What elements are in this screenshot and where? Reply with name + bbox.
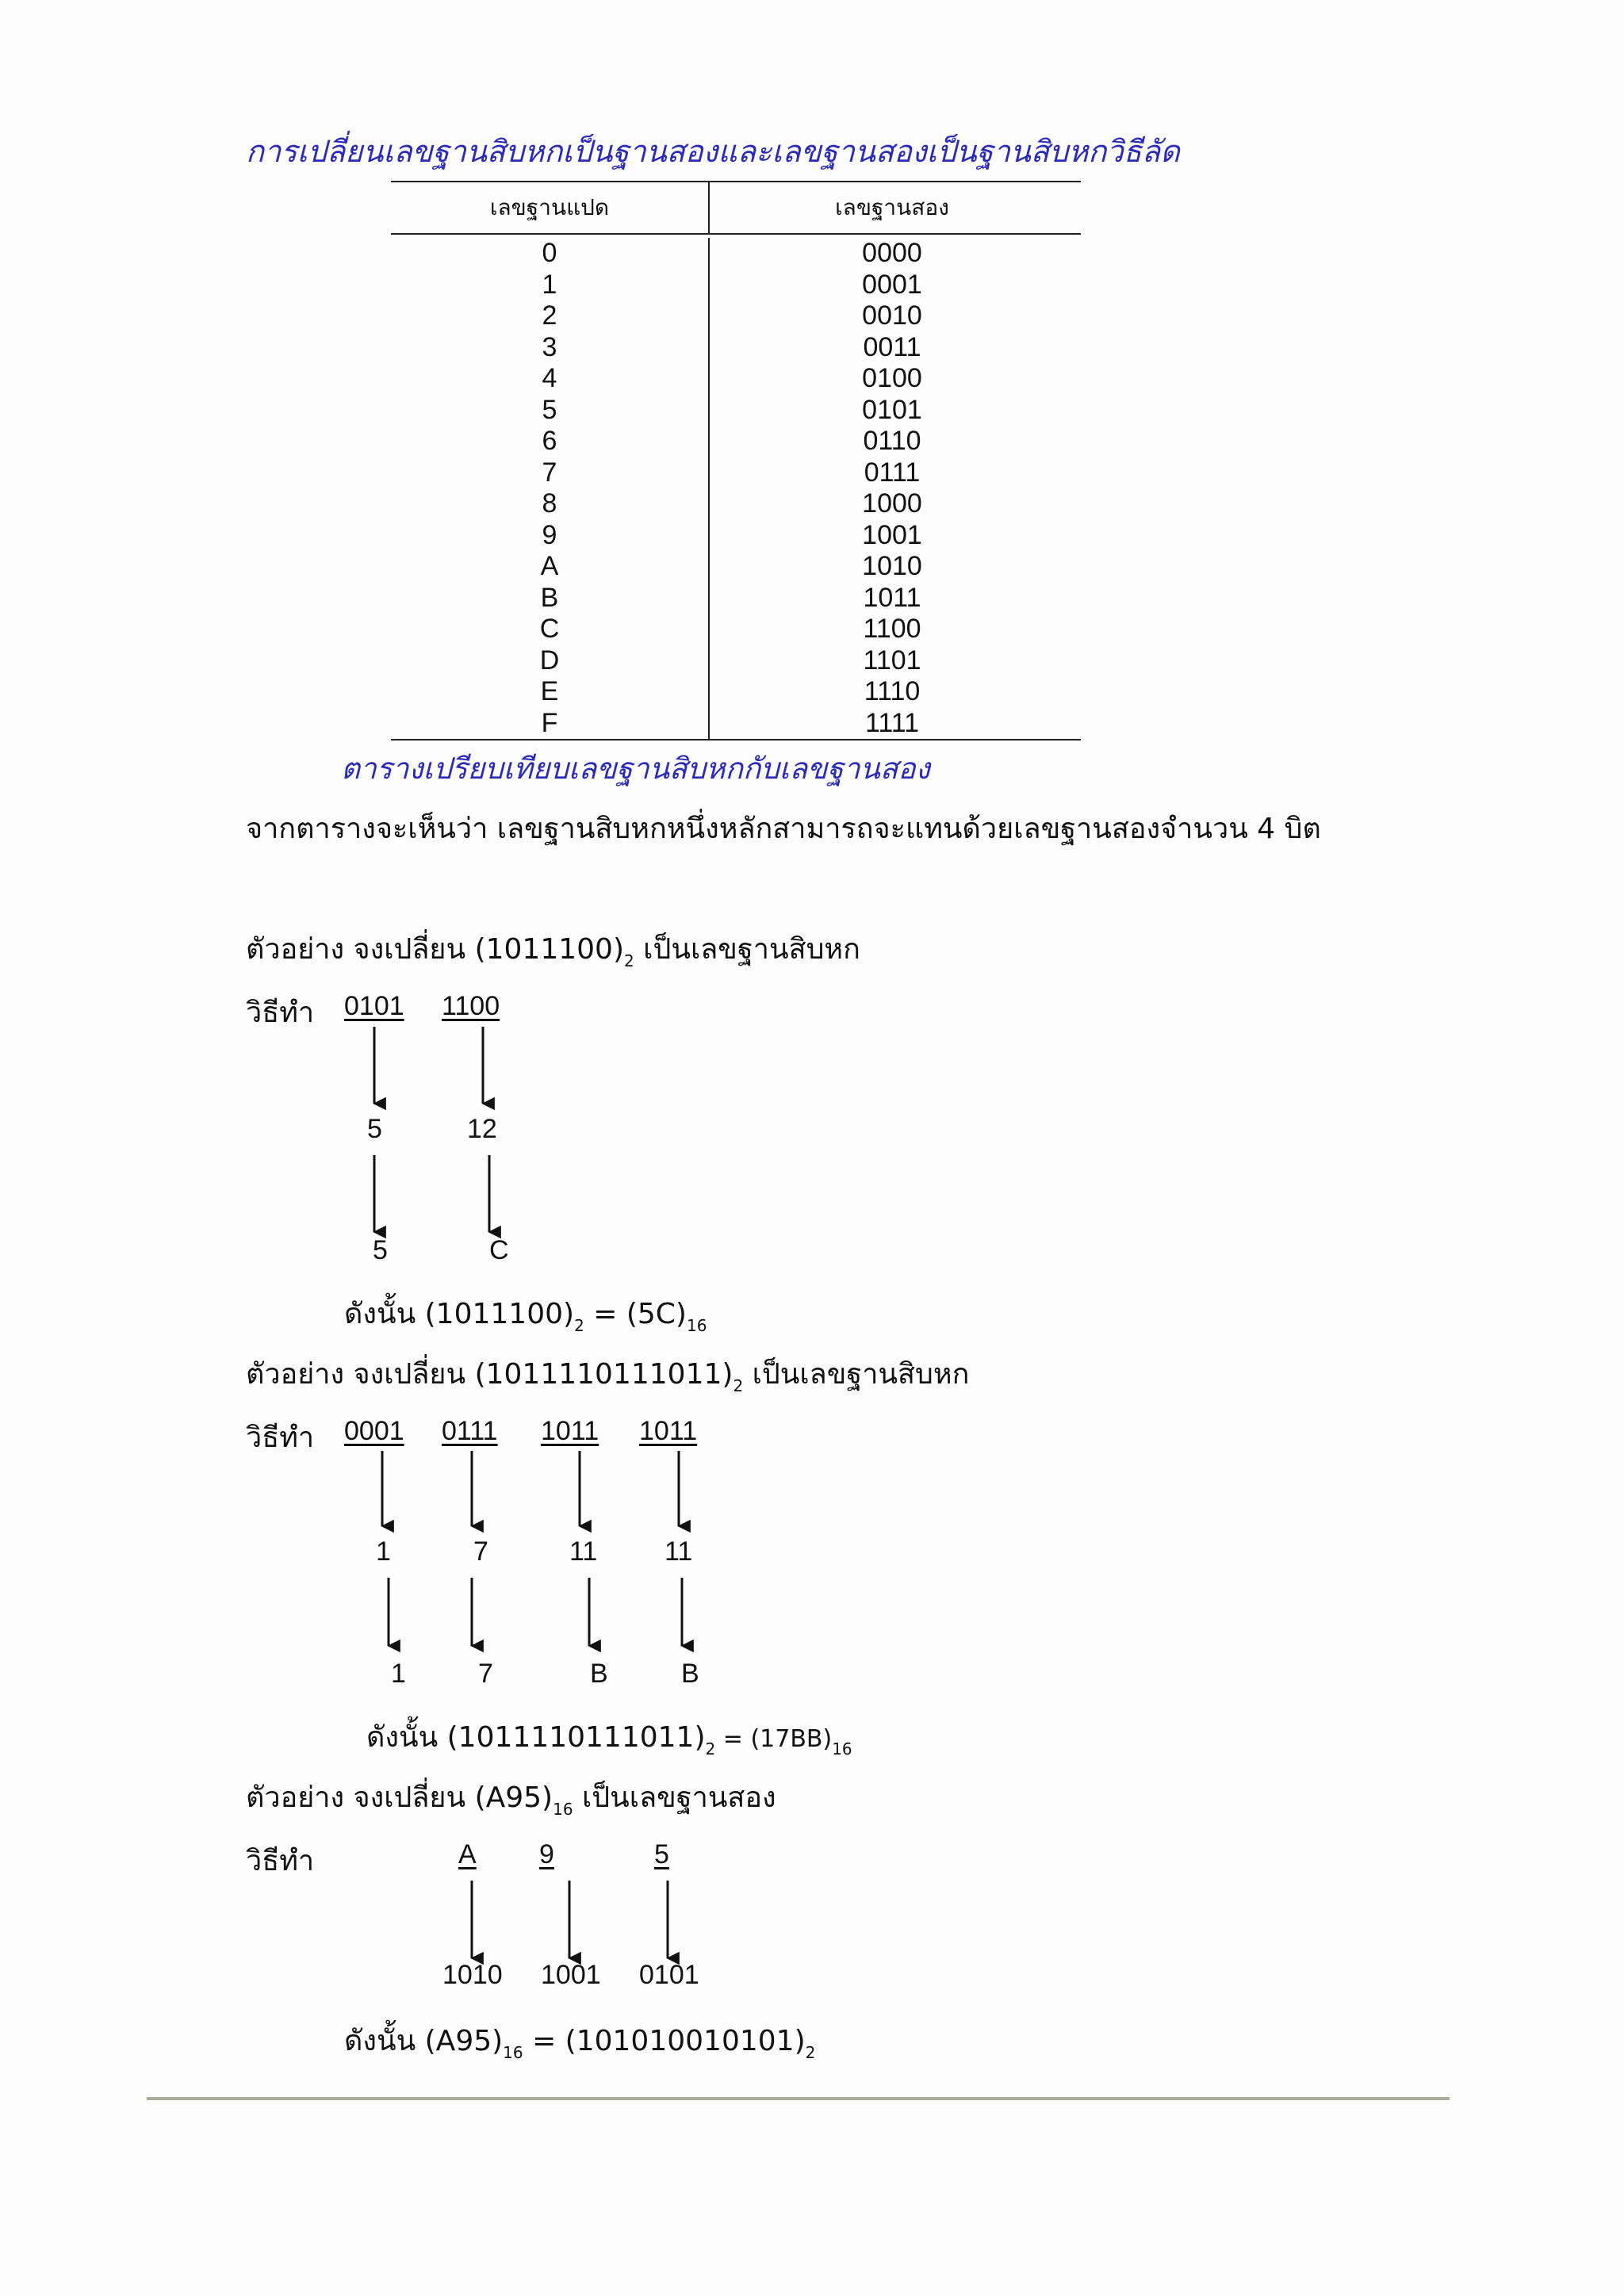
table-cell-binary: 1011: [863, 582, 921, 613]
table-cell-hex: B: [540, 582, 559, 613]
table-cell-binary: 0001: [862, 269, 922, 300]
hex-digit: 5: [373, 1235, 388, 1265]
table-cell-binary: 0111: [864, 457, 921, 488]
hex-digit: 7: [478, 1659, 493, 1689]
table-cell-hex: 5: [542, 394, 557, 425]
hex-digit: 5: [654, 1839, 669, 1869]
table-cell-hex: 0: [542, 238, 557, 268]
footer-divider: [147, 2097, 1450, 2100]
table-cell-binary: 0100: [862, 363, 922, 393]
table-cell-hex: D: [539, 645, 560, 675]
binary-group: 1100: [442, 991, 500, 1021]
binary-group: 1010: [442, 1960, 503, 1990]
table-cell-binary: 0110: [863, 426, 921, 456]
example-1-answer: ดังนั้น $(1011100)_2 = (5C)_{16}$: [344, 1298, 707, 1335]
table-cell-binary: 0011: [863, 331, 921, 362]
table-cell-binary: 1100: [863, 614, 921, 644]
example-2-answer: ดังนั้น $(1011110111011)_2 = (17BB)_{16}$: [366, 1721, 852, 1758]
table-cell-hex: 2: [542, 300, 557, 331]
example-3-answer: ดังนั้น $(A95)_{16} = (101010010101)_2$: [344, 2025, 816, 2062]
binary-group: 1011: [541, 1416, 599, 1446]
hex-digit: 9: [539, 1839, 554, 1869]
table-cell-binary: 1001: [862, 519, 922, 550]
page-heading: การเปลี่ยนเลขฐานสิบหกเป็นฐานสองและเลขฐานสองเป็นฐานสิบหกวิธีลัด: [246, 134, 1180, 169]
table-cell-binary: 1110: [864, 676, 921, 706]
decimal-value: 11: [665, 1536, 693, 1567]
table-caption: ตารางเปรียบเทียบเลขฐานสิบหกกับเลขฐานสอง: [341, 752, 930, 786]
binary-group: 0101: [344, 991, 404, 1021]
table-cell-hex: C: [539, 614, 560, 644]
binary-group: 1011: [639, 1416, 698, 1446]
table-cell-binary: 1000: [862, 488, 922, 519]
decimal-value: 1: [376, 1536, 391, 1567]
table-cell-hex: 3: [542, 331, 557, 362]
binary-group: 0001: [344, 1416, 404, 1446]
method-label-1: วิธีทำ: [246, 997, 315, 1029]
example-2-question: ตัวอย่าง จงเปลี่ยน $(1011110111011)_2$ เป็นเลขฐานสิบหก: [246, 1358, 970, 1395]
decimal-value: 11: [569, 1536, 598, 1567]
binary-group: 0101: [639, 1960, 699, 1990]
binary-group: 0111: [442, 1416, 498, 1446]
intro-text: จากตารางจะเห็นว่า เลขฐานสิบหกหนึ่งหลักสามารถจะแทนด้วยเลขฐานสองจำนวน 4 บิต: [246, 813, 1321, 845]
decimal-value: 5: [367, 1114, 382, 1144]
table-cell-binary: 1010: [862, 551, 922, 581]
decimal-value: 7: [473, 1536, 488, 1567]
table-cell-binary: 1111: [864, 707, 920, 738]
table-cell-hex: 7: [542, 457, 557, 488]
table-cell-hex: 4: [542, 363, 557, 393]
decimal-value: 12: [467, 1114, 497, 1144]
method-label-2: วิธีทำ: [246, 1422, 315, 1454]
table-cell-binary: 0010: [862, 300, 922, 331]
hex-digit: B: [681, 1659, 699, 1689]
table-cell-hex: 6: [542, 426, 557, 456]
example-1-question: ตัวอย่าง จงเปลี่ยน $(1011100)_2$ เป็นเลขฐานสิบหก: [246, 933, 860, 970]
table-cell-hex: F: [541, 707, 558, 738]
hex-digit: A: [458, 1839, 477, 1869]
hex-digit: C: [489, 1235, 509, 1265]
table-cell-hex: E: [540, 676, 559, 706]
binary-group: 1001: [541, 1960, 601, 1990]
table-cell-binary: 1101: [863, 645, 921, 675]
table-cell-binary: 0000: [862, 238, 922, 268]
hex-digit: B: [590, 1659, 608, 1689]
table-cell-hex: 8: [542, 488, 557, 519]
hex-digit: 1: [391, 1659, 406, 1689]
table-cell-binary: 0101: [862, 394, 922, 425]
table-header-hex: เลขฐานแปด: [391, 182, 710, 233]
table-cell-hex: 9: [542, 519, 557, 550]
table-cell-hex: 1: [542, 269, 557, 300]
table-header-binary: เลขฐานสอง: [835, 194, 949, 220]
example-3-question: ตัวอย่าง จงเปลี่ยน $(A95)_{16}$ เป็นเลขฐานสอง: [246, 1781, 776, 1819]
table-cell-hex: A: [540, 551, 559, 581]
method-label-3: วิธีทำ: [246, 1845, 315, 1877]
